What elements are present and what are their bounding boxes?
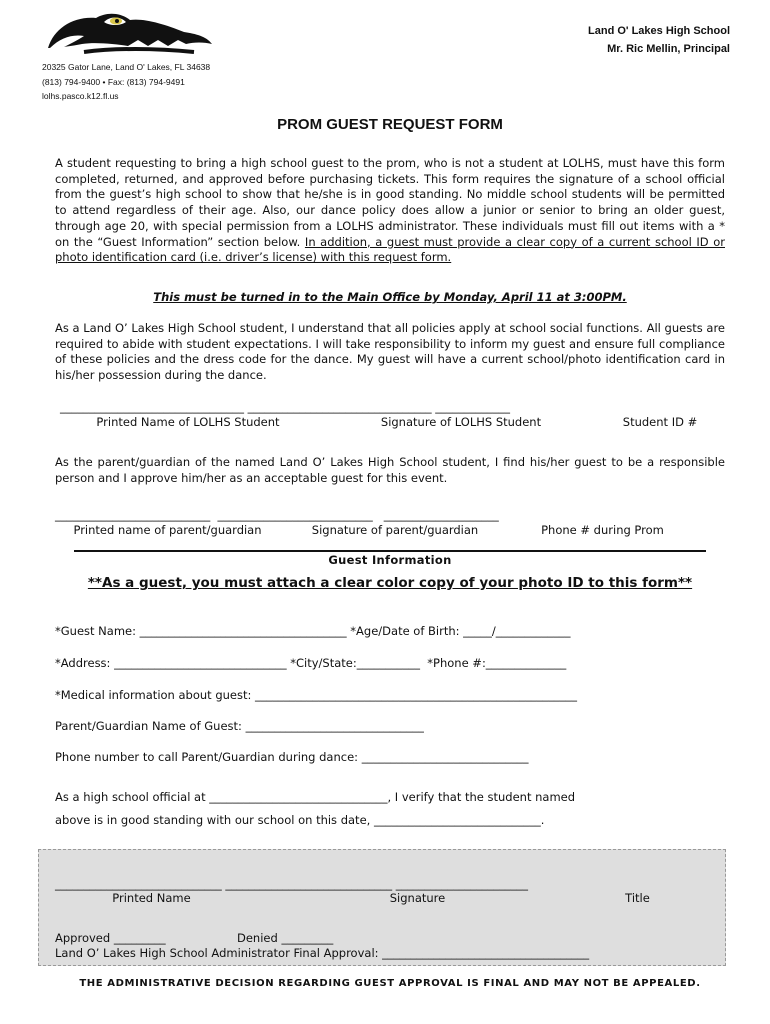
website: lolhs.pasco.k12.fl.us xyxy=(42,91,119,101)
medical-info-field[interactable]: *Medical information about guest: ________________________________________________________ xyxy=(55,688,578,702)
intro-underlined-text: In addition, a guest must provide a clear copy of a current school ID or photo identification card (i.e. driver’s license) with this request form. xyxy=(55,234,725,265)
guest-info-heading: Guest Information xyxy=(328,553,452,567)
school-header xyxy=(588,22,730,58)
intro-text: A student requesting to bring a high school guest to the prom, who is not a student at LOLHS, must have this form completed, returned, and approved before purchasing tickets. This form requires the signature of a school official from the guest’s high school to show that he/she is in good standing. No middle school students will be permitted to attend regardless of their age. Also, our dance policy does allow a junior or senior to bring an older guest, through age 20, with special permission from a LOLHS administrator. These individuals must fill out items with a * on the “Guest Information” section below. xyxy=(55,156,725,249)
school-name: Land O' Lakes High School xyxy=(588,25,730,37)
parent-signature-line[interactable]: ___________________________ ___________________________ ____________________ xyxy=(55,508,499,522)
student-statement: As a Land O’ Lakes High School student, I understand that all policies apply at school social functions. All guests are required to abide with student expectations. I will take responsibility to inform my guest and ensure full compliance of these policies and the dress code for the dance. My guest will have a current school/photo identification card in his/her possession during the dance. xyxy=(55,321,725,383)
denied-field[interactable]: Denied _________ xyxy=(237,931,334,945)
parent-signature-label: Signature of parent/guardian xyxy=(311,523,479,537)
approved-field[interactable]: Approved _________ xyxy=(55,931,166,945)
parent-statement: As the parent/guardian of the named Land O’ Lakes High School student, I find his/her guest to be a responsible person and I approve him/her as an acceptable guest for this event. xyxy=(55,455,725,485)
guest-name-field[interactable]: *Guest Name: ____________________________________ *Age/Date of Birth: _____/_____________ xyxy=(55,624,571,638)
deadline-notice xyxy=(0,290,770,304)
page-title: PROM GUEST REQUEST FORM xyxy=(277,116,503,133)
section-divider xyxy=(74,550,706,552)
deadline-text: This must be turned in to the Main Office by Monday, April 11 at 3:00PM. xyxy=(153,290,627,304)
guardian-phone-field[interactable]: Phone number to call Parent/Guardian during dance: _____________________________ xyxy=(55,750,529,764)
final-decision-notice: THE ADMINISTRATIVE DECISION REGARDING GUEST APPROVAL IS FINAL AND MAY NOT BE APPEALED. xyxy=(79,978,701,989)
gator-logo-icon xyxy=(44,8,216,56)
guest-address-field[interactable]: *Address: ______________________________ *City/State:___________ *Phone #:______________ xyxy=(55,656,567,670)
parent-phone-label: Phone # during Prom xyxy=(541,523,664,537)
final-approval-field[interactable]: Land O’ Lakes High School Administrator Final Approval: ____________________________________ xyxy=(55,946,590,960)
principal-name: Mr. Ric Mellin, Principal xyxy=(607,43,730,55)
street-address: 20325 Gator Lane, Land O' Lakes, FL 34638 xyxy=(42,62,211,72)
official-signature-label: Signature xyxy=(389,891,446,905)
official-title-label: Title xyxy=(625,891,650,905)
official-school-field[interactable]: As a high school official at _______________________________, I verify that the student named xyxy=(55,790,576,804)
school-address-block xyxy=(42,60,210,104)
official-date-field[interactable]: above is in good standing with our school on this date, _____________________________. xyxy=(55,813,545,827)
parent-name-label: Printed name of parent/guardian xyxy=(73,523,262,537)
official-signature-line[interactable]: _____________________________ _____________________________ _______________________ xyxy=(55,877,529,891)
guardian-name-field[interactable]: Parent/Guardian Name of Guest: _______________________________ xyxy=(55,719,424,733)
phone-fax: (813) 794-9400 • Fax: (813) 794-9491 xyxy=(42,76,185,87)
student-name-label: Printed Name of LOLHS Student xyxy=(96,415,280,429)
attach-id-notice: **As a guest, you must attach a clear color copy of your photo ID to this form** xyxy=(87,575,693,591)
intro-paragraph xyxy=(55,156,725,266)
official-printed-name-label: Printed Name xyxy=(112,891,191,905)
student-signature-line[interactable]: ________________________________ ________________________________ _____________ xyxy=(60,400,511,414)
student-signature-label: Signature of LOLHS Student xyxy=(380,415,542,429)
student-id-label: Student ID # xyxy=(622,415,698,429)
